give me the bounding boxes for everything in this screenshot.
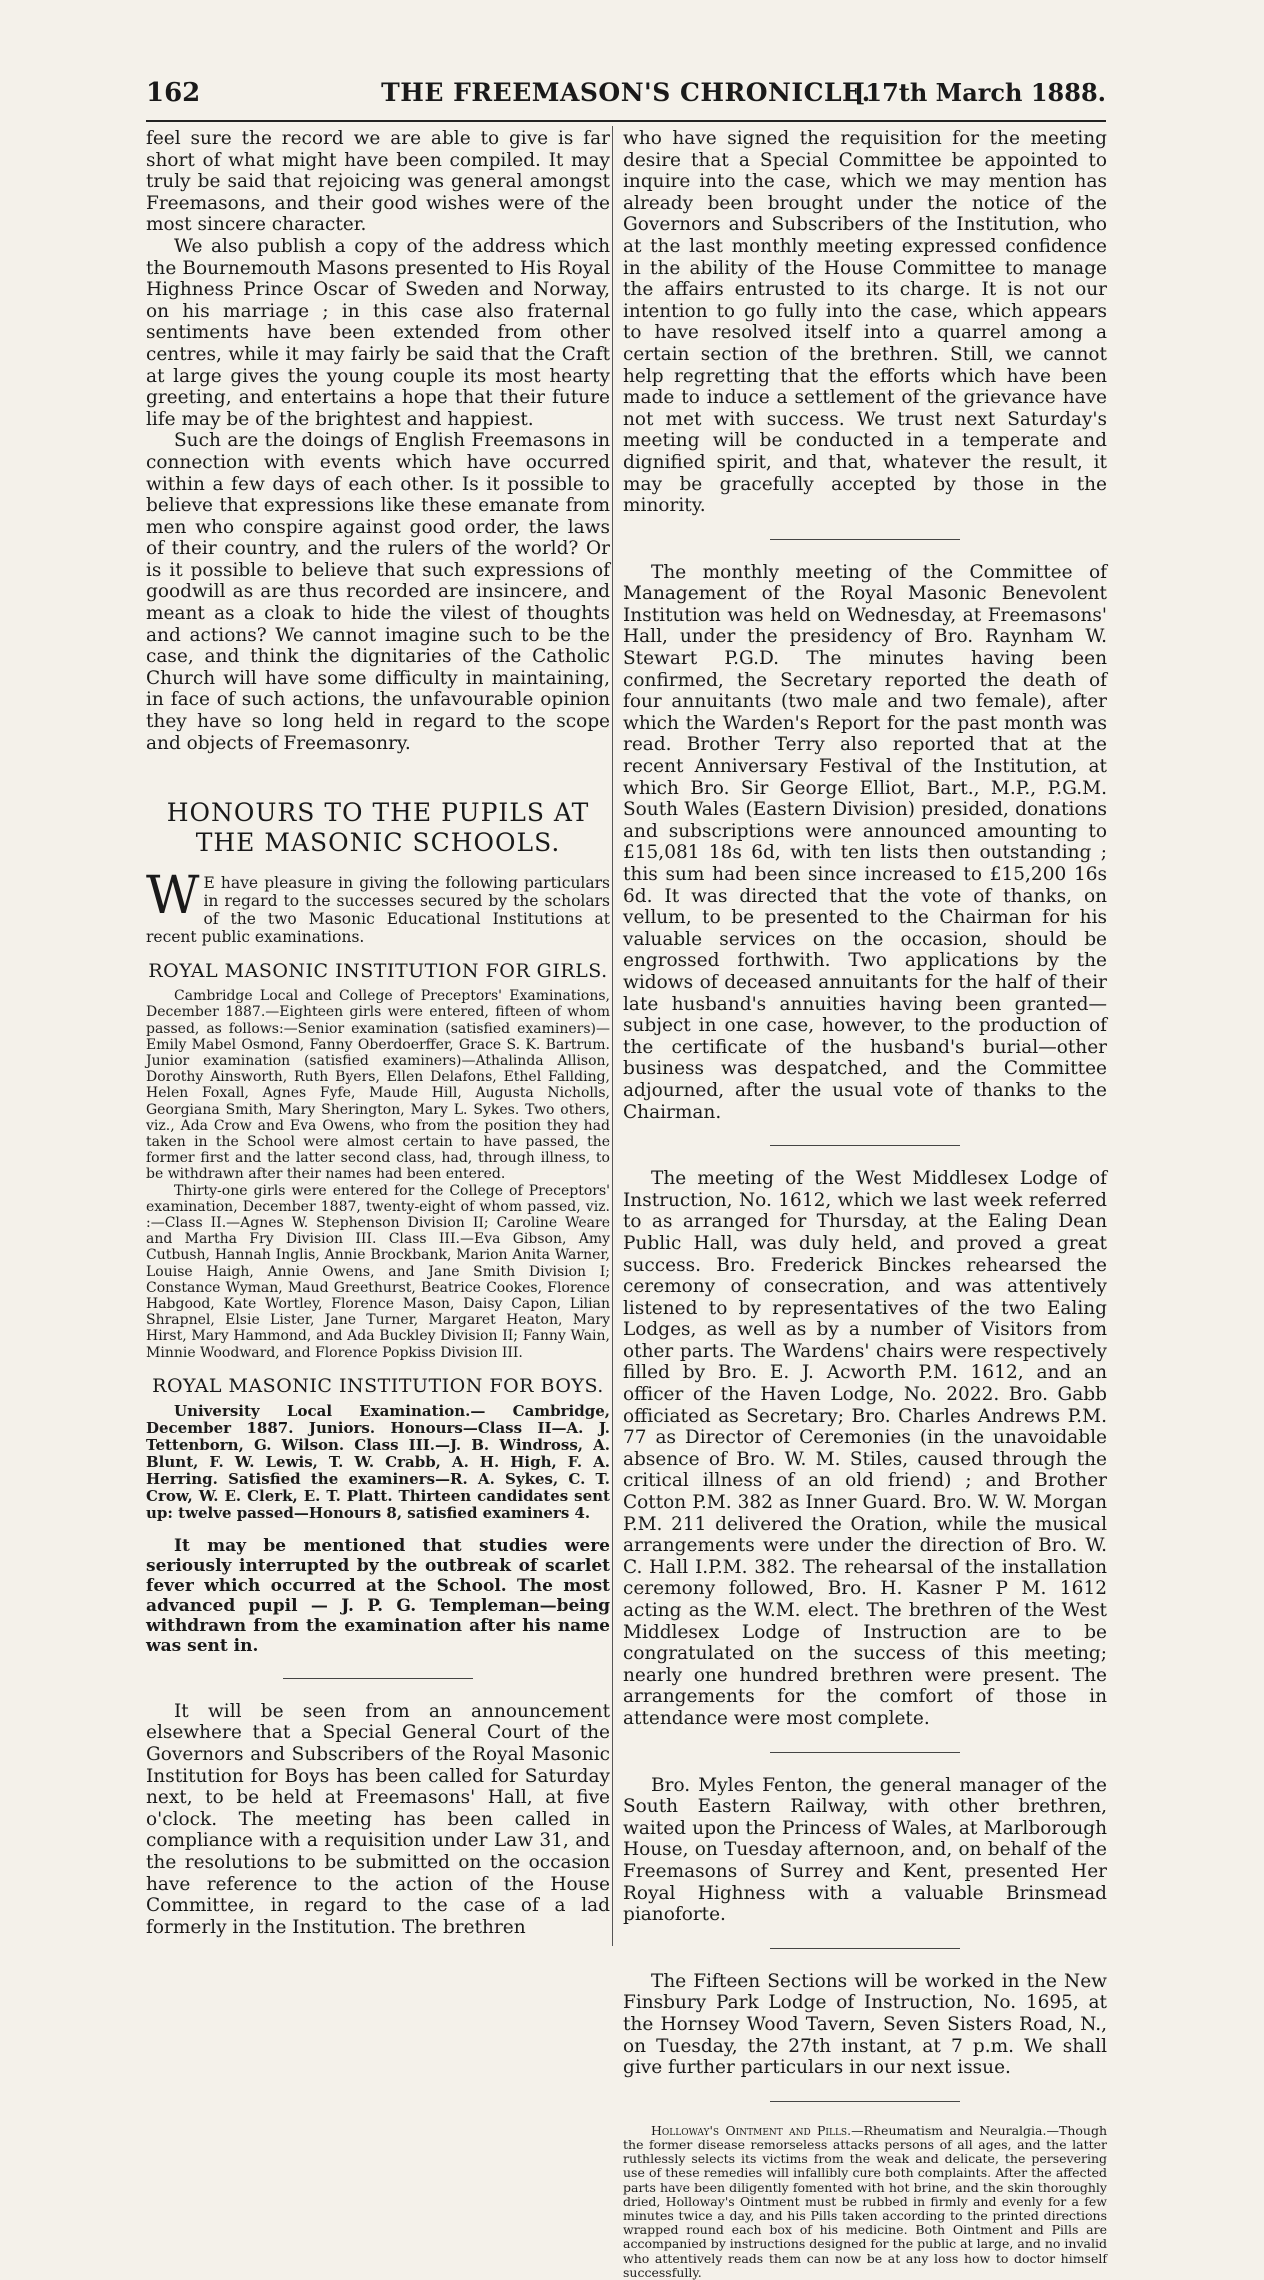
paragraph: feel sure the record we are able to give is far short of what might have been compiled. It may truly be said that rejoicing was general amongst Freemasons, and their good wishes were of the most sincere character. <box>146 128 610 236</box>
paragraph: The meeting of the West Middlesex Lodge of Instruction, No. 1612, which we last week referred to as arranged for Thursday, at the Ealing Dean Public Hall, was duly held, and proved a great success. Bro. Frederick Binckes rehearsed the ceremony of consecration, and was attentively listened to by representatives of the two Ealing Lodges, as well as by a number of Visitors from other parts. The Wardens' chairs were respectively filled by Bro. E. J. Acworth P.M. 1612, and an officer of the Haven Lodge, No. 2022. Bro. Gabb officiated as Secretary; Bro. Charles Andrews P.M. 77 as Director of Ceremonies (in the unavoidable absence of Bro. W. M. Stiles, caused through the critical illness of an old friend) ; and Brother Cotton P.M. 382 as Inner Guard. Bro. W. W. Morgan P.M. 211 delivered the Oration, while the musical arrangements were under the direction of Bro. W. C. Hall I.P.M. 382. The rehearsal of the installation ceremony followed, Bro. H. Kasner P M. 1612 acting as the W.M. elect. The brethren of the West Middlesex Lodge of Instruction are to be congratulated on the success of this meeting; nearly one hundred brethren were present. The arrangements for the comfort of those in attendance were most complete. <box>623 1168 1107 1729</box>
column-divider <box>612 126 613 1946</box>
paragraph: University Local Examination.— Cambridge, December 1887. Juniors. Honours—Class II—A. J. Tettenborn, G. Wilson. Class III.—J. B. Windross, A. Blunt, F. W. Lewis, T. W. Crabb, A. H. High, F. A. Herring. Satisfied the examiners—R. A. Sykes, C. T. Crow, W. E. Clerk, E. T. Platt. Thirteen candidates sent up: twelve passed—Honours 8, satisfied examiners 4. <box>146 1401 610 1522</box>
separator-rule <box>770 2101 960 2102</box>
ad-lead: Holloway's Ointment and Pills. <box>651 2122 852 2138</box>
separator-rule <box>770 1948 960 1949</box>
advertisement <box>623 2124 1107 2280</box>
separator-rule <box>770 539 960 540</box>
paragraph: The Fifteen Sections will be worked in the New Finsbury Park Lodge of Instruction, No. 1695, at the Hornsey Wood Tavern, Seven Sisters Road, N., on Tuesday, the 27th instant, at 7 p.m. We shall give further particulars in our next issue. <box>623 1970 1107 2079</box>
header-rule <box>146 120 1106 122</box>
separator-rule <box>283 1678 473 1679</box>
paragraph: Cambridge Local and College of Preceptors' Examinations, December 1887.—Eighteen girls were entered, fifteen of whom passed, as follows:—Senior examination (satisfied examiners)—Emily Mabel Osmond, Fanny Oberdoerffer, Grace S. K. Bartrum. Junior examination (satisfied examiners)—Athalinda Allison, Dorothy Ainsworth, Ruth Byers, Ellen Delafons, Ethel Fallding, Helen Foxall, Agnes Fyfe, Maude Hill, Augusta Nicholls, Georgiana Smith, Mary Sherington, Mary L. Sykes. Two others, viz., Ada Crow and Eva Owens, who from the position they had taken in the School were almost certain to have passed, the former first and the latter second class, had, through illness, to be withdrawn after their names had been entered. <box>146 988 610 1183</box>
paragraph: It may be mentioned that studies were seriously interrupted by the outbreak of scarlet fever which occurred at the School. The most advanced pupil — J. P. G. Templeman—being withdrawn from the examination after his name was sent in. <box>146 1535 610 1656</box>
issue-date: [17th March 1888. <box>854 78 1106 107</box>
paragraph: Such are the doings of English Freemasons in connection with events which have occurred within a few days of each other. Is it possible to believe that expressions like these emanate from men who conspire against good order, the laws of their country, and the rulers of the world? Or is it possible to believe that such expressions of goodwill as are thus recorded are insincere, and meant as a cloak to hide the vilest of thoughts and actions? We cannot imagine such to be the case, and think the dignitaries of the Catholic Church will have some difficulty in maintaining, in face of such actions, the unfavourable opinion they have so long held in regard to the scope and objects of Freemasonry. <box>146 430 610 754</box>
subsection-heading-boys: ROYAL MASONIC INSTITUTION FOR BOYS. <box>152 1374 604 1397</box>
intro-text: E have pleasure in giving the following particulars in regard to the successes secured by the scholars of the two Masonic Educational Institutions at recent public examinations. <box>146 874 610 947</box>
paragraph: We also publish a copy of the address which the Bournemouth Masons presented to His Royal Highness Prince Oscar of Sweden and Norway, on his marriage ; in this case also fraternal sentiments have been extended from other centres, while it may fairly be said that the Craft at large gives the young couple its most hearty greeting, and entertains a hope that their future life may be of the brightest and happiest. <box>146 235 610 430</box>
separator-rule <box>770 1752 960 1753</box>
page-header <box>146 78 1106 118</box>
intro-paragraph <box>146 866 610 947</box>
paragraph: Bro. Myles Fenton, the general manager of the South Eastern Railway, with other brethren, waited upon the Princess of Wales, at Marlborough House, on Tuesday afternoon, and, on behalf of the Freemasons of Surrey and Kent, presented Her Royal Highness with a valuable Brinsmead pianoforte. <box>623 1774 1107 1926</box>
ad-text: —Rheumatism and Neuralgia.—Though the former disease remorseless attacks persons of all ages, and the latter ruthlessly selects its victims from the weak and delicate, the persevering use of these remedies will infallibly cure both complaints. After the affected parts have been diligently fomented with hot brine, and the skin thoroughly dried, Holloway's Ointment must be rubbed in firmly and evenly for a few minutes twice a day, and his Pills taken according to the printed directions wrapped round each box of his medicine. Both Ointment and Pills are accompanied by instructions designed for the public at large, and no invalid who attentively reads them can now be at any loss how to doctor himself successfully. <box>623 2122 1107 2280</box>
separator-rule <box>770 1145 960 1146</box>
right-column <box>623 128 1107 2280</box>
drop-cap: W <box>146 866 200 927</box>
paragraph: who have signed the requisition for the meeting desire that a Special Committee be appointed to inquire into the case, which we may mention has already been brought under the notice of the Governors and Subscribers of the Institution, who at the last monthly meeting expressed confidence in the ability of the House Committee to manage the affairs entrusted to its charge. It is not our intention to go fully into the case, which appears to have resolved itself into a quarrel among a certain section of the brethren. Still, we cannot help regretting that the efforts which have been made to induce a settlement of the grievance have not met with success. We trust next Saturday's meeting will be conducted in a temperate and dignified spirit, and that, whatever the result, it may be gracefully accepted by those in the minority. <box>623 128 1107 517</box>
subsection-heading-girls: ROYAL MASONIC INSTITUTION FOR GIRLS. <box>148 960 608 983</box>
section-heading: HONOURS TO THE PUPILS AT THE MASONIC SCHOOLS. <box>166 798 590 858</box>
page-number: 162 <box>146 78 201 108</box>
paragraph: The monthly meeting of the Committee of Management of the Royal Masonic Benevolent Institution was held on Wednesday, at Freemasons' Hall, under the presidency of Bro. Raynham W. Stewart P.G.D. The minutes having been confirmed, the Secretary reported the death of four annuitants (two male and two female), after which the Warden's Report for the past month was read. Brother Terry also reported that at the recent Anniversary Festival of the Institution, at which Bro. Sir George Elliot, Bart., M.P., P.G.M. South Wales (Eastern Division) presided, donations and subscriptions were announced amounting to £15,081 18s 6d, with ten lists then outstanding ; this sum had been since increased to £15,200 16s 6d. It was directed that the vote of thanks, on vellum, to be presented to the Chairman for his valuable services on the occasion, should be engrossed forthwith. Two applications by the widows of deceased annuitants for the half of their late husband's annuities having been granted—subject in one case, however, to the production of the certificate of the husband's burial—other business was despatched, and the Committee adjourned, after the usual vote of thanks to the Chairman. <box>623 561 1107 1123</box>
paragraph: It will be seen from an announcement elsewhere that a Special General Court of the Governors and Subscribers of the Royal Masonic Institution for Boys has been called for Saturday next, to be held at Freemasons' Hall, at five o'clock. The meeting has been called in compliance with a requisition under Law 31, and the resolutions to be submitted on the occasion have reference to the action of the House Committee, in regard to the case of a lad formerly in the Institution. The brethren <box>146 1700 610 1938</box>
left-column <box>146 128 610 1938</box>
paragraph: Thirty-one girls were entered for the College of Preceptors' examination, December 1887, twenty-eight of whom passed, viz. :—Class II.—Agnes W. Stephenson Division II; Caroline Weare and Martha Fry Division III. Class III.—Eva Gibson, Amy Cutbush, Hannah Inglis, Annie Brockbank, Marion Anita Warner, Louise Haigh, Annie Owens, and Jane Smith Division I; Constance Wyman, Maud Greethurst, Beatrice Cookes, Florence Habgood, Kate Wortley, Florence Mason, Daisy Capon, Lilian Shrapnel, Elsie Lister, Jane Turner, Margaret Heaton, Mary Hirst, Mary Hammond, and Ada Buckley Division II; Fanny Wain, Minnie Woodward, and Florence Popkiss Division III. <box>146 1182 610 1361</box>
masthead-title: THE FREEMASON'S CHRONICLE. <box>381 78 871 107</box>
